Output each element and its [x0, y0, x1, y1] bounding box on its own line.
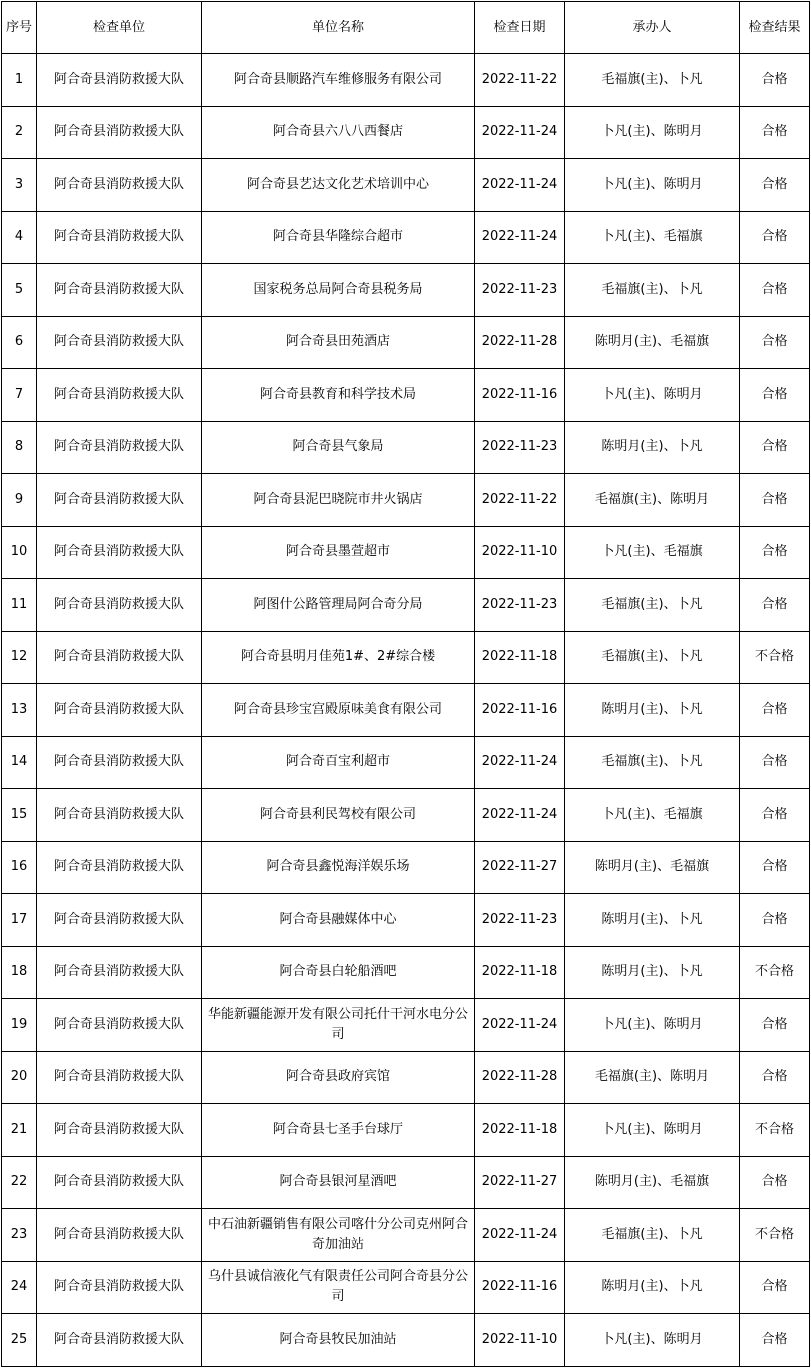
- handler-cell: 陈明月(主)、毛福旗: [565, 316, 740, 369]
- table-body: [2, 54, 810, 1367]
- table-row: [2, 316, 810, 369]
- table-row: [2, 1314, 810, 1367]
- handler-cell: 毛福旗(主)、卜凡: [565, 54, 740, 107]
- header-row: [2, 2, 810, 54]
- inspection-result-cell: 合格: [740, 264, 810, 317]
- serial-number-cell: 4: [2, 211, 37, 264]
- unit-name-cell: 阿合奇县白轮船酒吧: [202, 946, 475, 999]
- handler-cell: 陈明月(主)、卜凡: [565, 1261, 740, 1314]
- handler-cell: 卜凡(主)、毛福旗: [565, 789, 740, 842]
- inspecting-unit-cell: 阿合奇县消防救援大队: [37, 894, 202, 947]
- inspection-result-cell: 合格: [740, 789, 810, 842]
- inspection-date-cell: 2022-11-28: [475, 316, 565, 369]
- header-serial-number: 序号: [2, 2, 37, 54]
- inspection-result-cell: 合格: [740, 316, 810, 369]
- inspection-result-cell: 合格: [740, 1156, 810, 1209]
- unit-name-cell: 阿合奇县银河星酒吧: [202, 1156, 475, 1209]
- inspection-date-cell: 2022-11-22: [475, 474, 565, 527]
- inspecting-unit-cell: 阿合奇县消防救援大队: [37, 526, 202, 579]
- inspection-result-cell: 不合格: [740, 1209, 810, 1262]
- serial-number-cell: 18: [2, 946, 37, 999]
- handler-cell: 陈明月(主)、卜凡: [565, 684, 740, 737]
- table-row: [2, 631, 810, 684]
- inspection-date-cell: 2022-11-23: [475, 421, 565, 474]
- table-row: [2, 264, 810, 317]
- header-unit-name: 单位名称: [202, 2, 475, 54]
- unit-name-cell: 阿合奇县墨萱超市: [202, 526, 475, 579]
- serial-number-cell: 20: [2, 1051, 37, 1104]
- inspection-result-cell: 不合格: [740, 946, 810, 999]
- inspection-date-cell: 2022-11-24: [475, 106, 565, 159]
- table-row: [2, 421, 810, 474]
- header-inspection-result: 检查结果: [740, 2, 810, 54]
- inspection-result-cell: 合格: [740, 579, 810, 632]
- serial-number-cell: 17: [2, 894, 37, 947]
- table-row: [2, 211, 810, 264]
- table-row: [2, 106, 810, 159]
- table-row: [2, 369, 810, 422]
- handler-cell: 毛福旗(主)、卜凡: [565, 631, 740, 684]
- serial-number-cell: 15: [2, 789, 37, 842]
- handler-cell: 卜凡(主)、陈明月: [565, 106, 740, 159]
- handler-cell: 陈明月(主)、卜凡: [565, 894, 740, 947]
- handler-cell: 卜凡(主)、陈明月: [565, 159, 740, 212]
- unit-name-cell: 阿合奇县泥巴晓院市井火锅店: [202, 474, 475, 527]
- inspection-result-cell: 合格: [740, 1051, 810, 1104]
- inspecting-unit-cell: 阿合奇县消防救援大队: [37, 1156, 202, 1209]
- unit-name-cell: 阿合奇县明月佳苑1#、2#综合楼: [202, 631, 475, 684]
- serial-number-cell: 22: [2, 1156, 37, 1209]
- inspecting-unit-cell: 阿合奇县消防救援大队: [37, 369, 202, 422]
- handler-cell: 毛福旗(主)、卜凡: [565, 736, 740, 789]
- table-row: [2, 54, 810, 107]
- table-row: [2, 1156, 810, 1209]
- inspection-result-cell: 合格: [740, 369, 810, 422]
- handler-cell: 陈明月(主)、卜凡: [565, 946, 740, 999]
- unit-name-cell: 中石油新疆销售有限公司喀什分公司克州阿合奇加油站: [202, 1209, 475, 1262]
- inspection-result-cell: 合格: [740, 1261, 810, 1314]
- serial-number-cell: 5: [2, 264, 37, 317]
- inspecting-unit-cell: 阿合奇县消防救援大队: [37, 579, 202, 632]
- handler-cell: 卜凡(主)、陈明月: [565, 369, 740, 422]
- serial-number-cell: 10: [2, 526, 37, 579]
- header-inspection-date: 检查日期: [475, 2, 565, 54]
- inspecting-unit-cell: 阿合奇县消防救援大队: [37, 159, 202, 212]
- serial-number-cell: 12: [2, 631, 37, 684]
- inspection-result-cell: 合格: [740, 421, 810, 474]
- serial-number-cell: 3: [2, 159, 37, 212]
- inspecting-unit-cell: 阿合奇县消防救援大队: [37, 1051, 202, 1104]
- unit-name-cell: 阿合奇县融媒体中心: [202, 894, 475, 947]
- unit-name-cell: 阿合奇县华隆综合超市: [202, 211, 475, 264]
- inspection-result-cell: 不合格: [740, 1104, 810, 1157]
- inspecting-unit-cell: 阿合奇县消防救援大队: [37, 1104, 202, 1157]
- handler-cell: 毛福旗(主)、卜凡: [565, 579, 740, 632]
- table-row: [2, 841, 810, 894]
- serial-number-cell: 9: [2, 474, 37, 527]
- unit-name-cell: 阿合奇县田苑酒店: [202, 316, 475, 369]
- handler-cell: 卜凡(主)、陈明月: [565, 1314, 740, 1367]
- handler-cell: 陈明月(主)、毛福旗: [565, 841, 740, 894]
- inspecting-unit-cell: 阿合奇县消防救援大队: [37, 631, 202, 684]
- table-row: [2, 894, 810, 947]
- inspecting-unit-cell: 阿合奇县消防救援大队: [37, 264, 202, 317]
- unit-name-cell: 阿合奇县六八八西餐店: [202, 106, 475, 159]
- unit-name-cell: 阿合奇县鑫悦海洋娱乐场: [202, 841, 475, 894]
- serial-number-cell: 6: [2, 316, 37, 369]
- table-row: [2, 789, 810, 842]
- inspection-result-cell: 合格: [740, 106, 810, 159]
- inspecting-unit-cell: 阿合奇县消防救援大队: [37, 789, 202, 842]
- serial-number-cell: 14: [2, 736, 37, 789]
- table-row: [2, 684, 810, 737]
- handler-cell: 卜凡(主)、陈明月: [565, 999, 740, 1052]
- table-row: [2, 736, 810, 789]
- inspection-date-cell: 2022-11-24: [475, 999, 565, 1052]
- inspecting-unit-cell: 阿合奇县消防救援大队: [37, 1261, 202, 1314]
- inspection-date-cell: 2022-11-10: [475, 526, 565, 579]
- table-header: [2, 2, 810, 54]
- header-inspecting-unit: 检查单位: [37, 2, 202, 54]
- serial-number-cell: 23: [2, 1209, 37, 1262]
- inspecting-unit-cell: 阿合奇县消防救援大队: [37, 736, 202, 789]
- header-handler: 承办人: [565, 2, 740, 54]
- inspecting-unit-cell: 阿合奇县消防救援大队: [37, 211, 202, 264]
- table-row: [2, 579, 810, 632]
- table-row: [2, 526, 810, 579]
- inspection-date-cell: 2022-11-27: [475, 841, 565, 894]
- serial-number-cell: 25: [2, 1314, 37, 1367]
- inspection-date-cell: 2022-11-24: [475, 159, 565, 212]
- unit-name-cell: 华能新疆能源开发有限公司托什干河水电分公司: [202, 999, 475, 1052]
- inspection-result-cell: 不合格: [740, 631, 810, 684]
- serial-number-cell: 16: [2, 841, 37, 894]
- inspecting-unit-cell: 阿合奇县消防救援大队: [37, 841, 202, 894]
- table-row: [2, 159, 810, 212]
- unit-name-cell: 阿合奇县政府宾馆: [202, 1051, 475, 1104]
- inspecting-unit-cell: 阿合奇县消防救援大队: [37, 106, 202, 159]
- inspecting-unit-cell: 阿合奇县消防救援大队: [37, 684, 202, 737]
- handler-cell: 毛福旗(主)、陈明月: [565, 474, 740, 527]
- inspecting-unit-cell: 阿合奇县消防救援大队: [37, 316, 202, 369]
- serial-number-cell: 8: [2, 421, 37, 474]
- table-row: [2, 1104, 810, 1157]
- inspection-result-cell: 合格: [740, 894, 810, 947]
- handler-cell: 毛福旗(主)、卜凡: [565, 264, 740, 317]
- unit-name-cell: 阿图什公路管理局阿合奇分局: [202, 579, 475, 632]
- inspection-result-cell: 合格: [740, 54, 810, 107]
- serial-number-cell: 19: [2, 999, 37, 1052]
- inspection-date-cell: 2022-11-18: [475, 946, 565, 999]
- inspection-date-cell: 2022-11-27: [475, 1156, 565, 1209]
- serial-number-cell: 13: [2, 684, 37, 737]
- inspection-sheet: [1, 1, 809, 1367]
- serial-number-cell: 24: [2, 1261, 37, 1314]
- handler-cell: 陈明月(主)、卜凡: [565, 421, 740, 474]
- inspection-date-cell: 2022-11-16: [475, 1261, 565, 1314]
- table-row: [2, 1209, 810, 1262]
- table-row: [2, 1261, 810, 1314]
- unit-name-cell: 阿合奇县七圣手台球厅: [202, 1104, 475, 1157]
- inspection-date-cell: 2022-11-24: [475, 789, 565, 842]
- inspection-date-cell: 2022-11-24: [475, 736, 565, 789]
- inspection-result-cell: 合格: [740, 474, 810, 527]
- inspection-date-cell: 2022-11-16: [475, 369, 565, 422]
- inspecting-unit-cell: 阿合奇县消防救援大队: [37, 946, 202, 999]
- inspection-date-cell: 2022-11-23: [475, 579, 565, 632]
- inspection-date-cell: 2022-11-28: [475, 1051, 565, 1104]
- handler-cell: 卜凡(主)、毛福旗: [565, 526, 740, 579]
- inspection-date-cell: 2022-11-10: [475, 1314, 565, 1367]
- inspecting-unit-cell: 阿合奇县消防救援大队: [37, 474, 202, 527]
- unit-name-cell: 阿合奇县珍宝宫殿原味美食有限公司: [202, 684, 475, 737]
- inspection-date-cell: 2022-11-22: [475, 54, 565, 107]
- table-row: [2, 1051, 810, 1104]
- unit-name-cell: 国家税务总局阿合奇县税务局: [202, 264, 475, 317]
- unit-name-cell: 阿合奇县牧民加油站: [202, 1314, 475, 1367]
- unit-name-cell: 乌什县诚信液化气有限责任公司阿合奇县分公司: [202, 1261, 475, 1314]
- inspection-date-cell: 2022-11-18: [475, 1104, 565, 1157]
- inspection-result-cell: 合格: [740, 684, 810, 737]
- inspection-result-cell: 合格: [740, 159, 810, 212]
- inspecting-unit-cell: 阿合奇县消防救援大队: [37, 1314, 202, 1367]
- serial-number-cell: 21: [2, 1104, 37, 1157]
- table-row: [2, 946, 810, 999]
- inspection-result-cell: 合格: [740, 841, 810, 894]
- unit-name-cell: 阿合奇百宝利超市: [202, 736, 475, 789]
- serial-number-cell: 7: [2, 369, 37, 422]
- inspection-date-cell: 2022-11-24: [475, 1209, 565, 1262]
- unit-name-cell: 阿合奇县教育和科学技术局: [202, 369, 475, 422]
- handler-cell: 陈明月(主)、毛福旗: [565, 1156, 740, 1209]
- unit-name-cell: 阿合奇县顺路汽车维修服务有限公司: [202, 54, 475, 107]
- inspection-date-cell: 2022-11-24: [475, 211, 565, 264]
- inspecting-unit-cell: 阿合奇县消防救援大队: [37, 1209, 202, 1262]
- handler-cell: 毛福旗(主)、陈明月: [565, 1051, 740, 1104]
- table-row: [2, 474, 810, 527]
- table-row: [2, 999, 810, 1052]
- inspection-date-cell: 2022-11-23: [475, 264, 565, 317]
- inspection-date-cell: 2022-11-18: [475, 631, 565, 684]
- inspecting-unit-cell: 阿合奇县消防救援大队: [37, 421, 202, 474]
- handler-cell: 毛福旗(主)、卜凡: [565, 1209, 740, 1262]
- inspection-result-cell: 合格: [740, 999, 810, 1052]
- unit-name-cell: 阿合奇县利民驾校有限公司: [202, 789, 475, 842]
- unit-name-cell: 阿合奇县艺达文化艺术培训中心: [202, 159, 475, 212]
- inspection-result-cell: 合格: [740, 211, 810, 264]
- inspection-result-cell: 合格: [740, 736, 810, 789]
- inspection-table: [1, 1, 810, 1367]
- inspection-result-cell: 合格: [740, 1314, 810, 1367]
- inspection-date-cell: 2022-11-16: [475, 684, 565, 737]
- inspection-date-cell: 2022-11-23: [475, 894, 565, 947]
- handler-cell: 卜凡(主)、毛福旗: [565, 211, 740, 264]
- serial-number-cell: 11: [2, 579, 37, 632]
- inspecting-unit-cell: 阿合奇县消防救援大队: [37, 999, 202, 1052]
- unit-name-cell: 阿合奇县气象局: [202, 421, 475, 474]
- serial-number-cell: 2: [2, 106, 37, 159]
- inspecting-unit-cell: 阿合奇县消防救援大队: [37, 54, 202, 107]
- serial-number-cell: 1: [2, 54, 37, 107]
- handler-cell: 卜凡(主)、陈明月: [565, 1104, 740, 1157]
- inspection-result-cell: 合格: [740, 526, 810, 579]
